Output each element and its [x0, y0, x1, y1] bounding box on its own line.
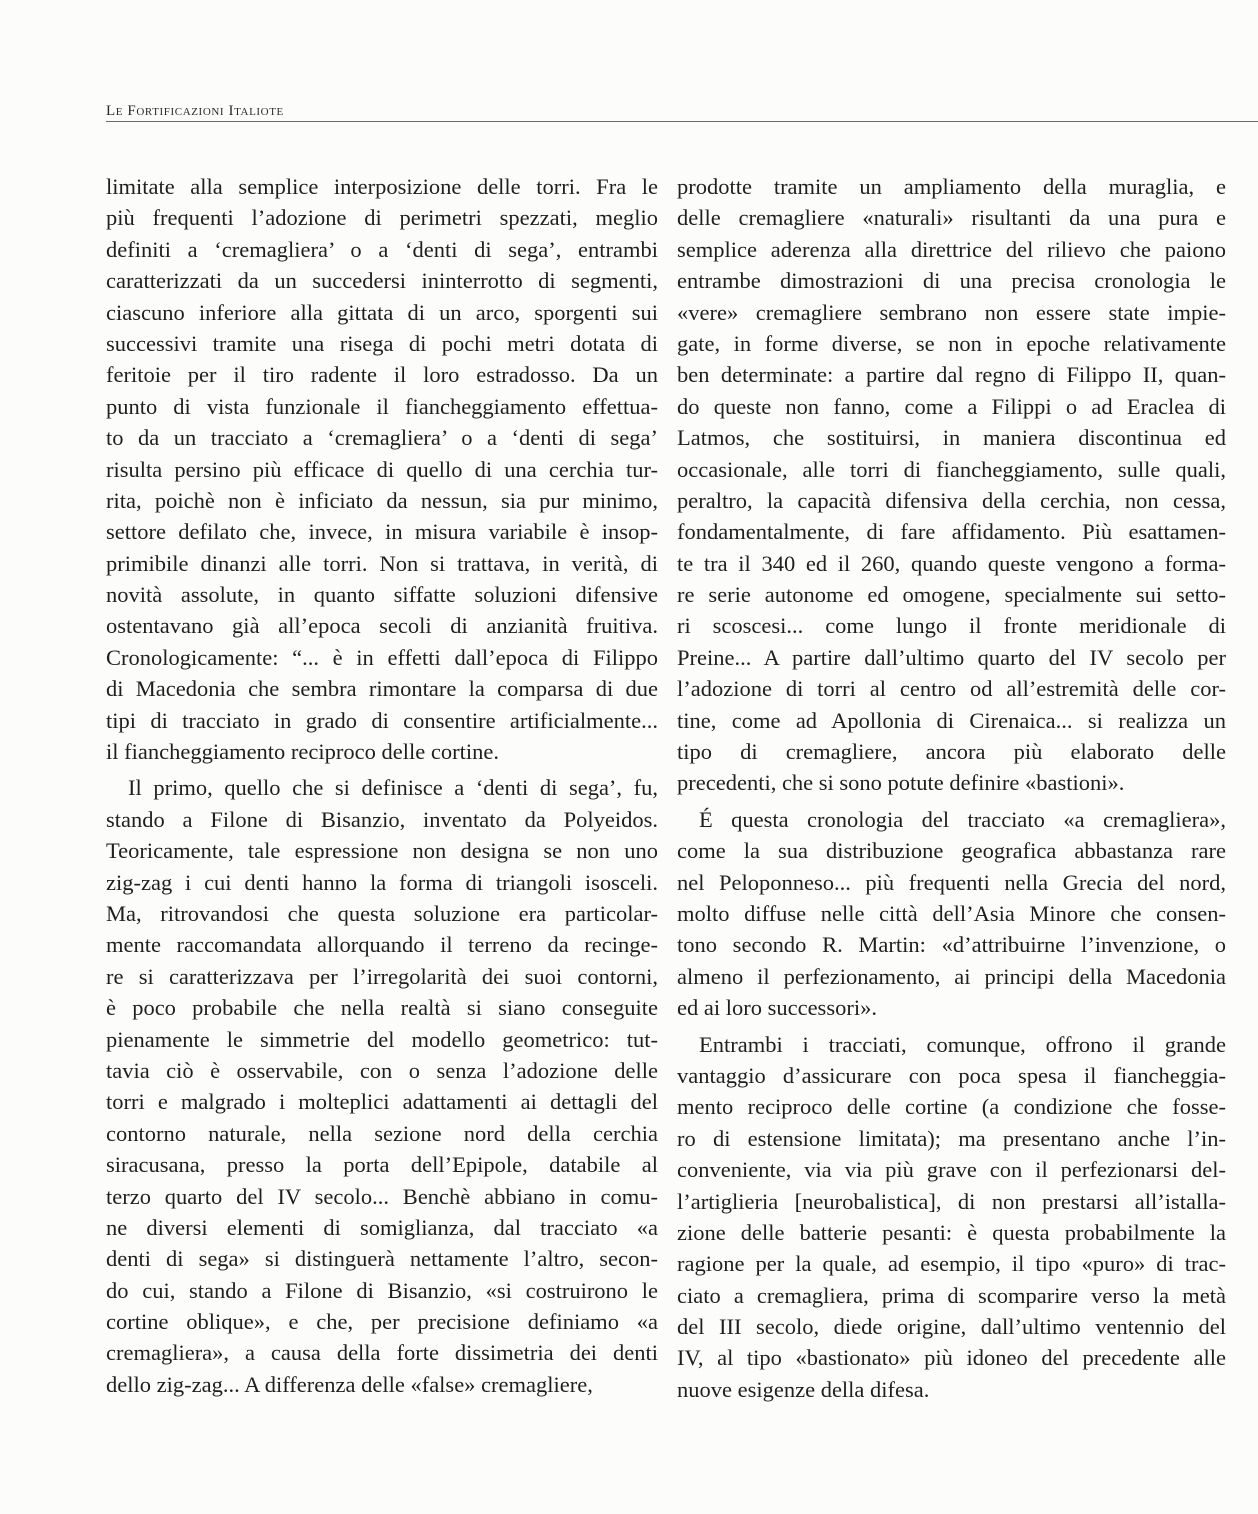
text-line: stando a Filone di Bisanzio, inventato da Polyeidos.	[106, 806, 658, 832]
text-line: tipi di tracciato in grado di consentire artificialmente...	[106, 707, 658, 733]
text-line: conveniente, via via più grave con il perfezionarsi del-	[677, 1157, 1226, 1183]
text-line: punto di vista funzionale il fiancheggiamento effettua-	[106, 393, 658, 419]
text-line: precedenti, che si sono potute definire «bastioni».	[677, 770, 1125, 796]
text-line: novità assolute, in quanto siffatte soluzioni difensive	[106, 582, 658, 608]
text-line: molto diffuse nelle città dell’Asia Minore che consen-	[677, 900, 1226, 926]
text-line: vantaggio d’assicurare con poca spesa il fiancheggia-	[677, 1062, 1226, 1088]
text-line: Entrambi i tracciati, comunque, offrono il grande	[699, 1031, 1226, 1057]
text-line: almeno il perfezionamento, ai principi della Macedonia	[677, 963, 1226, 989]
text-line: re serie autonome ed omogene, specialmente sui setto-	[677, 582, 1226, 608]
text-line: come la sua distribuzione geografica abbastanza rare	[677, 838, 1226, 864]
text-line: Il primo, quello che si definisce a ‘denti di sega’, fu,	[128, 775, 658, 801]
text-line: Preine... A partire dall’ultimo quarto del IV secolo per	[677, 644, 1226, 670]
text-line: re si caratterizzava per l’irregolarità dei suoi contorni,	[106, 963, 658, 989]
text-line: peraltro, la capacità difensiva della cerchia, non cessa,	[677, 487, 1226, 513]
text-line: mento reciproco delle cortine (a condizione che fosse-	[677, 1094, 1226, 1120]
text-line: do cui, stando a Filone di Bisanzio, «si costruirono le	[106, 1277, 658, 1303]
text-line: primibile dinanzi alle torri. Non si trattava, in verità, di	[106, 550, 658, 576]
text-line: dello zig-zag... A differenza delle «false» cremagliere,	[106, 1371, 593, 1397]
text-line: fondamentalmente, di fare affidamento. Più esattamen-	[677, 519, 1226, 545]
text-line: l’artiglieria [neurobalistica], di non prestarsi all’istalla-	[677, 1188, 1226, 1214]
text-line: Cronologicamente: “... è in effetti dall’epoca di Filippo	[106, 644, 658, 670]
text-line: É questa cronologia del tracciato «a cremagliera»,	[699, 806, 1226, 832]
text-line: del III secolo, diede origine, dall’ultimo ventennio del	[677, 1314, 1226, 1340]
text-line: ro di estensione limitata); ma presentano anche l’in-	[677, 1125, 1226, 1151]
right-column	[677, 171, 1226, 1405]
text-line: mente raccomandata allorquando il terreno da recinge-	[106, 932, 658, 958]
text-line: definiti a ‘cremagliera’ o a ‘denti di sega’, entrambi	[106, 236, 658, 262]
text-line: ostentavano già all’epoca secoli di anzianità fruitiva.	[106, 613, 658, 639]
text-line: tipo di cremagliere, ancora più elaborato delle	[677, 739, 1226, 765]
text-line: nel Peloponneso... più frequenti nella Grecia del nord,	[677, 869, 1226, 895]
text-line: torri e malgrado i molteplici adattamenti ai dettagli del	[106, 1089, 658, 1115]
text-line: Teoricamente, tale espressione non designa se non uno	[106, 838, 658, 864]
text-line: ciato a cremagliera, prima di scomparire verso la metà	[677, 1282, 1226, 1308]
text-line: caratterizzati da un succedersi ininterrotto di segmenti,	[106, 268, 658, 294]
text-line: gate, in forme diverse, se non in epoche relativamente	[677, 330, 1226, 356]
text-line: do queste non fanno, come a Filippi o ad Eraclea di	[677, 393, 1226, 419]
text-line: pienamente le simmetrie del modello geometrico: tut-	[106, 1026, 658, 1052]
text-line: terzo quarto del IV secolo... Benchè abbiano in comu-	[106, 1183, 658, 1209]
text-line: ri scoscesi... come lungo il fronte meridionale di	[677, 613, 1226, 639]
text-line: «vere» cremagliere sembrano non essere state impie-	[677, 299, 1226, 325]
text-line: zig-zag i cui denti hanno la forma di triangoli isosceli.	[106, 869, 658, 895]
text-line: cortine oblique», e che, per precisione definiamo «a	[106, 1309, 658, 1335]
text-line: risulta persino più efficace di quello di una cerchia tur-	[106, 456, 658, 482]
text-line: ne diversi elementi di somiglianza, dal tracciato «a	[106, 1214, 658, 1240]
left-column	[106, 171, 658, 1400]
text-line: successivi tramite una risega di pochi metri dotata di	[106, 330, 658, 356]
text-line: contorno naturale, nella sezione nord della cerchia	[106, 1120, 658, 1146]
header-rule	[106, 121, 1258, 122]
text-line: tono secondo R. Martin: «d’attribuirne l’invenzione, o	[677, 932, 1226, 958]
text-line: cremagliera», a causa della forte dissimetria dei denti	[106, 1340, 658, 1366]
running-header: Le Fortificazioni Italiote	[106, 103, 284, 119]
text-line: semplice aderenza alla direttrice del rilievo che paiono	[677, 236, 1226, 262]
text-line: settore defilato che, invece, in misura variabile è insop-	[106, 519, 658, 545]
text-line: te tra il 340 ed il 260, quando queste vengono a forma-	[677, 550, 1226, 576]
text-line: nuove esigenze della difesa.	[677, 1376, 930, 1402]
text-line: ed ai loro successori».	[677, 995, 877, 1021]
text-line: il fiancheggiamento reciproco delle cortine.	[106, 739, 499, 765]
text-line: occasionale, alle torri di fiancheggiamento, sulle quali,	[677, 456, 1226, 482]
text-line: tavia ciò è osservabile, con o senza l’adozione delle	[106, 1057, 658, 1083]
text-line: feritoie per il tiro radente il loro estradosso. Da un	[106, 362, 658, 388]
text-line: zione delle batterie pesanti: è questa probabilmente la	[677, 1219, 1226, 1245]
text-line: IV, al tipo «bastionato» più idoneo del precedente alle	[677, 1345, 1226, 1371]
text-line: delle cremagliere «naturali» risultanti da una pura e	[677, 205, 1226, 231]
text-line: limitate alla semplice interposizione delle torri. Fra le	[106, 174, 658, 199]
text-line: di Macedonia che sembra rimontare la comparsa di due	[106, 676, 658, 702]
text-line: ciascuno inferiore alla gittata di un arco, sporgenti sui	[106, 299, 658, 325]
text-line: tine, come ad Apollonia di Cirenaica... si realizza un	[677, 707, 1226, 733]
text-line: l’adozione di torri al centro od all’estremità delle cor-	[677, 676, 1226, 702]
text-line: ben determinate: a partire dal regno di Filippo II, quan-	[677, 362, 1226, 388]
text-line: è poco probabile che nella realtà si siano conseguite	[106, 995, 658, 1021]
text-line: entrambe dimostrazioni di una precisa cronologia le	[677, 268, 1226, 294]
text-line: to da un tracciato a ‘cremagliera’ o a ‘denti di sega’	[106, 425, 658, 451]
text-line: ragione per la quale, ad esempio, il tipo «puro» di trac-	[677, 1251, 1226, 1277]
text-line: rita, poichè non è inficiato da nessun, sia pur minimo,	[106, 487, 658, 513]
text-line: denti di sega» si distinguerà nettamente l’altro, secon-	[106, 1246, 658, 1272]
text-line: più frequenti l’adozione di perimetri spezzati, meglio	[106, 205, 658, 231]
text-line: siracusana, presso la porta dell’Epipole, databile al	[106, 1152, 658, 1178]
text-line: Latmos, che sostituirsi, in maniera discontinua ed	[677, 425, 1226, 451]
text-line: prodotte tramite un ampliamento della muraglia, e	[677, 174, 1226, 199]
text-line: Ma, ritrovandosi che questa soluzione era particolar-	[106, 900, 658, 926]
